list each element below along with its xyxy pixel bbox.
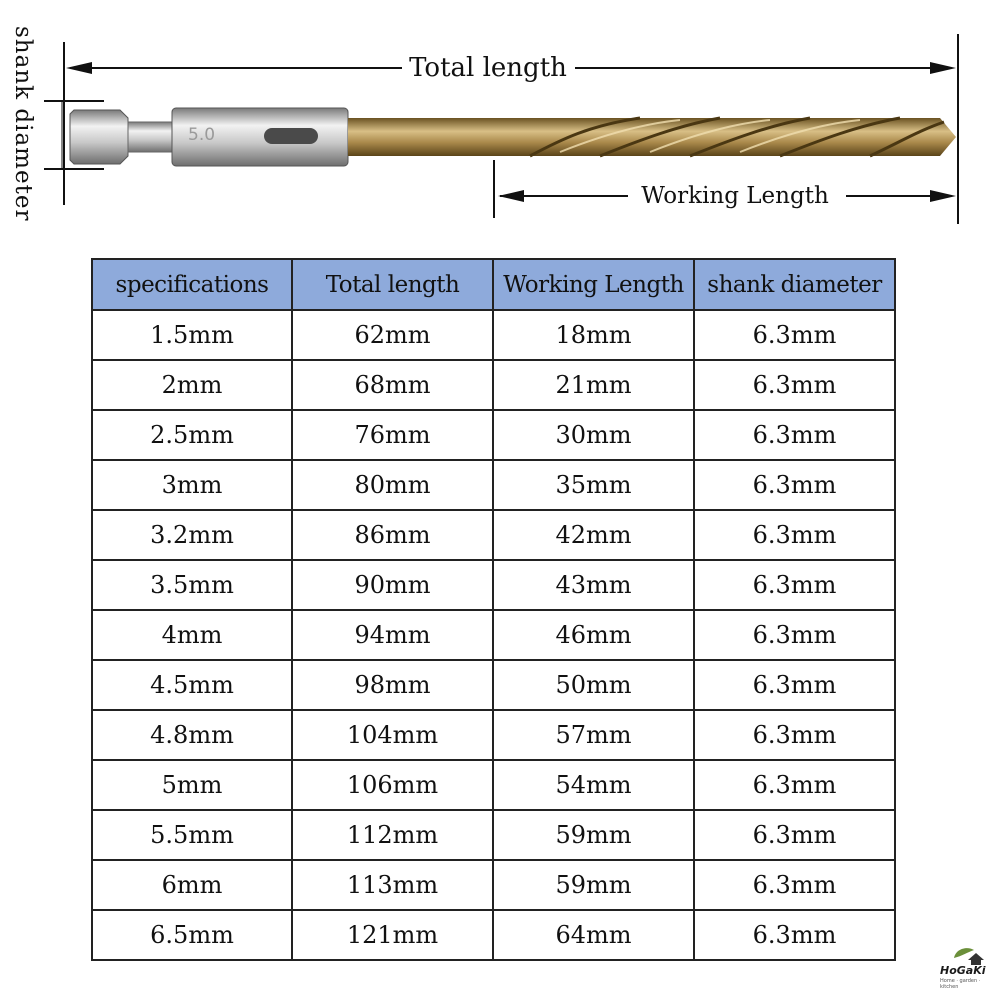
working-length-dimension (494, 160, 956, 218)
table-row (92, 410, 895, 460)
cell-working-length: 57mm (493, 710, 694, 760)
cell-total-length: 106mm (292, 760, 493, 810)
working-length-label: Working Length (641, 183, 829, 209)
cell-shank-diameter: 6.3mm (694, 460, 895, 510)
cell-total-length: 62mm (292, 310, 493, 360)
cell-shank-diameter: 6.3mm (694, 810, 895, 860)
cell-specification: 6.5mm (92, 910, 292, 960)
cell-shank-diameter: 6.3mm (694, 910, 895, 960)
cell-working-length: 35mm (493, 460, 694, 510)
cell-specification: 2.5mm (92, 410, 292, 460)
cell-total-length: 86mm (292, 510, 493, 560)
cell-specification: 3mm (92, 460, 292, 510)
table-row (92, 310, 895, 360)
cell-specification: 4.5mm (92, 660, 292, 710)
cell-working-length: 42mm (493, 510, 694, 560)
header-total-length: Total length (292, 259, 493, 310)
table-row (92, 510, 895, 560)
cell-specification: 3.5mm (92, 560, 292, 610)
cell-total-length: 112mm (292, 810, 493, 860)
table-row (92, 610, 895, 660)
cell-shank-diameter: 6.3mm (694, 360, 895, 410)
cell-shank-diameter: 6.3mm (694, 660, 895, 710)
cell-working-length: 46mm (493, 610, 694, 660)
specifications-table (91, 258, 896, 961)
cell-total-length: 94mm (292, 610, 493, 660)
cell-working-length: 50mm (493, 660, 694, 710)
cell-working-length: 59mm (493, 810, 694, 860)
leaf-house-icon (948, 944, 988, 966)
table-row (92, 710, 895, 760)
table-row (92, 760, 895, 810)
table-row (92, 810, 895, 860)
cell-total-length: 80mm (292, 460, 493, 510)
cell-total-length: 104mm (292, 710, 493, 760)
cell-specification: 4mm (92, 610, 292, 660)
cell-total-length: 68mm (292, 360, 493, 410)
cell-shank-diameter: 6.3mm (694, 310, 895, 360)
cell-shank-diameter: 6.3mm (694, 410, 895, 460)
cell-shank-diameter: 6.3mm (694, 610, 895, 660)
cell-specification: 4.8mm (92, 710, 292, 760)
table-row (92, 460, 895, 510)
table-row (92, 560, 895, 610)
brand-name: HoGaKi (940, 964, 986, 977)
cell-shank-diameter: 6.3mm (694, 760, 895, 810)
cell-total-length: 76mm (292, 410, 493, 460)
cell-shank-diameter: 6.3mm (694, 560, 895, 610)
header-shank-diameter: shank diameter (694, 259, 895, 310)
brand-logo (938, 944, 998, 994)
cell-specification: 2mm (92, 360, 292, 410)
header-working-length: Working Length (493, 259, 694, 310)
cell-shank-diameter: 6.3mm (694, 510, 895, 560)
total-length-label: Total length (409, 53, 567, 83)
shank-diameter-label: shank diameter (10, 26, 36, 222)
drill-bit-image (70, 108, 956, 166)
table-row (92, 660, 895, 710)
brand-tagline: Home · garden · kitchen (940, 978, 981, 990)
cell-working-length: 43mm (493, 560, 694, 610)
table-header-row (92, 259, 895, 310)
bit-size-marking: 5.0 (188, 125, 216, 145)
cell-specification: 5mm (92, 760, 292, 810)
cell-working-length: 64mm (493, 910, 694, 960)
cell-working-length: 59mm (493, 860, 694, 910)
cell-total-length: 113mm (292, 860, 493, 910)
cell-working-length: 18mm (493, 310, 694, 360)
table-row (92, 910, 895, 960)
cell-working-length: 21mm (493, 360, 694, 410)
cell-specification: 5.5mm (92, 810, 292, 860)
cell-shank-diameter: 6.3mm (694, 860, 895, 910)
cell-specification: 3.2mm (92, 510, 292, 560)
drill-bit-diagram (0, 0, 1000, 240)
cell-specification: 6mm (92, 860, 292, 910)
cell-total-length: 90mm (292, 560, 493, 610)
table-row (92, 860, 895, 910)
header-specifications: specifications (92, 259, 292, 310)
cell-total-length: 98mm (292, 660, 493, 710)
cell-specification: 1.5mm (92, 310, 292, 360)
cell-working-length: 30mm (493, 410, 694, 460)
table-row (92, 360, 895, 410)
cell-total-length: 121mm (292, 910, 493, 960)
cell-working-length: 54mm (493, 760, 694, 810)
cell-shank-diameter: 6.3mm (694, 710, 895, 760)
